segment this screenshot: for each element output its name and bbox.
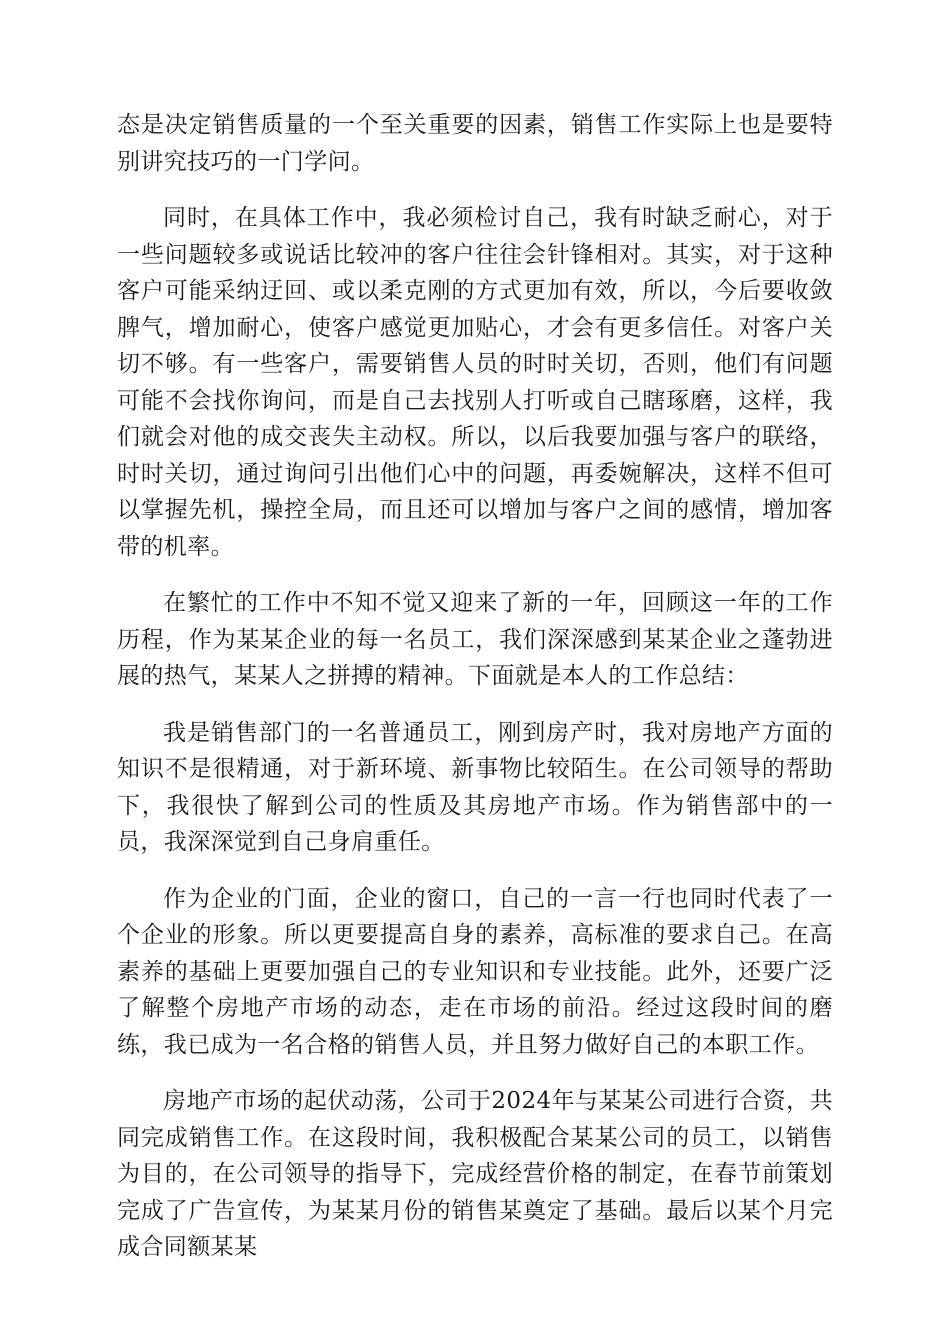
paragraph-new-year-intro: 在繁忙的工作中不知不觉又迎来了新的一年，回顾这一年的工作历程，作为某某企业的每一名员工，我们深深感到某某企业之蓬勃进展的热气，某某人之拼搏的精神。下面就是本人的工作总结： (117, 590, 833, 689)
paragraph-continuation: 态是决定销售质量的一个至关重要的因素，销售工作实际上也是要特别讲究技巧的一门学问。 (117, 112, 833, 175)
document-body (117, 107, 833, 1286)
paragraph-company-image: 作为企业的门面，企业的窗口，自己的一言一行也同时代表了一个企业的形象。所以更要提高自身的素养，高标准的要求自己。在高素养的基础上更要加强自己的专业知识和专业技能。此外，还要广泛了解整个房地产市场的动态，走在市场的前沿。经过这段时间的磨练，我已成为一名合格的销售人员，并且努力做好自己的本职工作。 (117, 885, 833, 1058)
paragraph-sales-role: 我是销售部门的一名普通员工，刚到房产时，我对房地产方面的知识不是很精通，对于新环境、新事物比较陌生。在公司领导的帮助下，我很快了解到公司的性质及其房地产市场。作为销售部中的一员，我深深觉到自己身肩重任。 (117, 719, 833, 855)
paragraph-market-joint-venture: 房地产市场的起伏动荡，公司于2024年与某某公司进行合资，共同完成销售工作。在这段时间，我积极配合某某公司的员工，以销售为目的，在公司领导的指导下，完成经营价格的制定，在春节前策划完成了广告宣传，为某某月份的销售某奠定了基础。最后以某个月完成合同额某某 (117, 1088, 833, 1260)
paragraph-self-review: 同时，在具体工作中，我必须检讨自己，我有时缺乏耐心，对于一些问题较多或说话比较冲的客户往往会针锋相对。其实，对于这种客户可能采纳迂回、或以柔克刚的方式更加有效，所以，今后要收敛脾气，增加耐心，使客户感觉更加贴心，才会有更多信任。对客户关切不够。有一些客户，需要销售人员的时时关切，否则，他们有问题可能不会找你询问，而是自己去找别人打听或自己瞎琢磨，这样，我们就会对他的成交丧失主动权。所以，以后我要加强与客户的联络，时时关切，通过询问引出他们心中的问题，再委婉解决，这样不但可以掌握先机，操控全局，而且还可以增加与客户之间的感情，增加客带的机率。 (117, 205, 833, 560)
